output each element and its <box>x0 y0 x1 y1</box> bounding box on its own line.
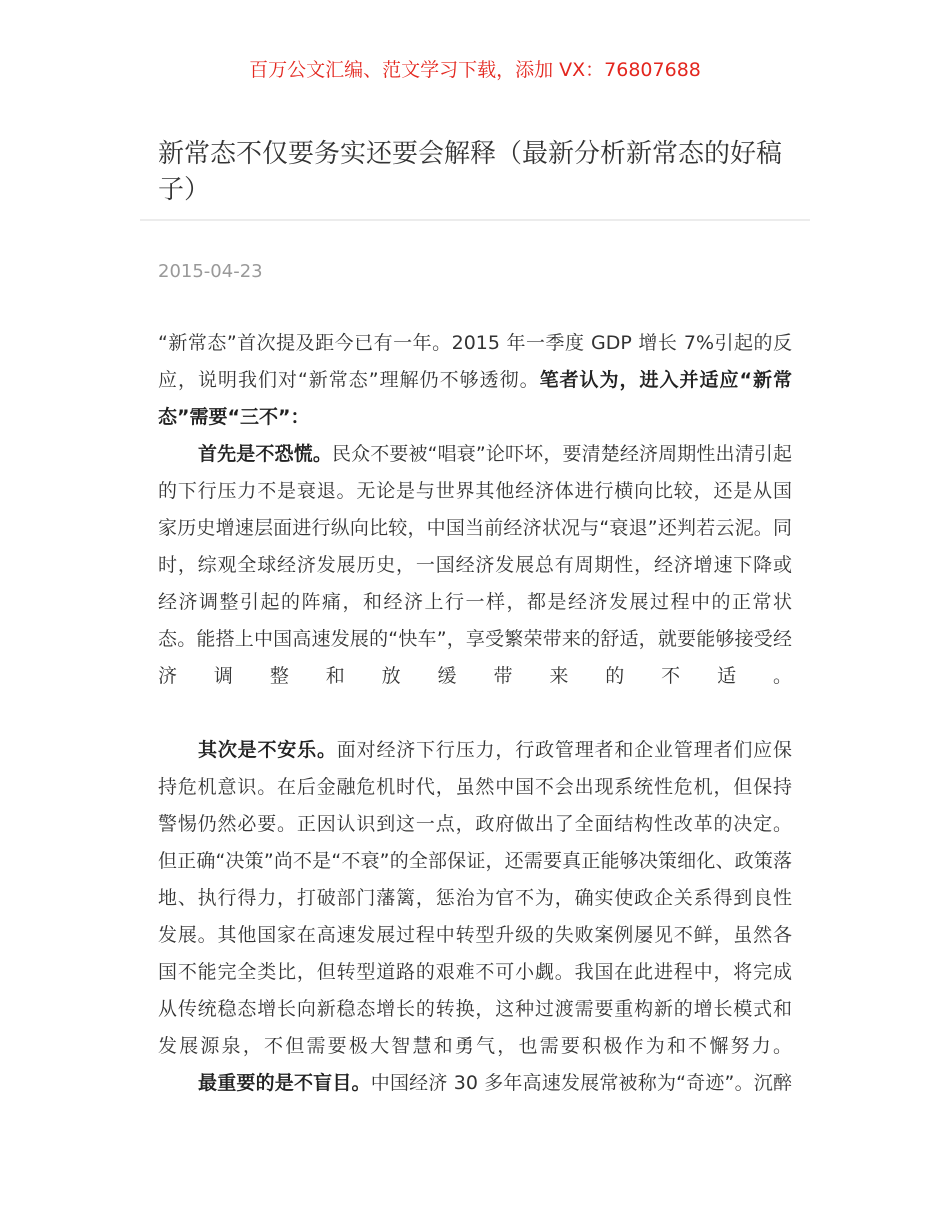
text-line <box>158 436 792 473</box>
bold-text: 最重要的是不盲目。 <box>198 1072 371 1094</box>
body-text: 从传统稳态增长向新稳态增长的转换，这种过渡需要重构新的增长模式和 <box>158 998 792 1020</box>
article-title: 新常态不仅要务实还要会解释（最新分析新常态的好稿子） <box>158 139 783 205</box>
text-line <box>158 547 792 584</box>
body-text: 民众不要被“唱衰”论吓坏，要清楚经济周期性出清引起 <box>331 443 792 465</box>
bold-text: 态”需要“三不”： <box>158 406 310 428</box>
body-text: 济 调 整 和 放 缓 带 来 的 不 适 。 <box>158 665 792 687</box>
blank-line <box>158 695 792 732</box>
text-line <box>158 399 792 436</box>
bold-text: 首先是不恐慌。 <box>198 443 332 465</box>
body-text: 警惕仍然必要。正因认识到这一点，政府做出了全面结构性改革的决定。 <box>158 813 792 835</box>
text-line <box>158 991 792 1028</box>
text-line <box>158 1028 792 1065</box>
text-line <box>158 1065 792 1102</box>
publish-date: 2015-04-23 <box>158 261 263 282</box>
body-text: 面对经济下行压力，行政管理者和企业管理者们应保 <box>336 739 792 761</box>
text-line <box>158 917 792 954</box>
text-line <box>158 843 792 880</box>
title-divider <box>140 219 810 221</box>
body-text: 地、执行得力，打破部门藩篱，惩治为官不为，确实使政企关系得到良性 <box>158 887 792 909</box>
text-line <box>158 954 792 991</box>
text-line <box>158 584 792 621</box>
text-line <box>158 806 792 843</box>
text-line <box>158 732 792 769</box>
body-text: 中国经济 30 多年高速发展常被称为“奇迹”。沉醉 <box>370 1072 792 1094</box>
text-line <box>158 769 792 806</box>
body-text: 但正确“决策”尚不是“不衰”的全部保证，还需要真正能够决策细化、政策落 <box>158 850 792 872</box>
text-line <box>158 880 792 917</box>
body-text: 态。能搭上中国高速发展的“快车”，享受繁荣带来的舒适，就要能够接受经 <box>158 628 792 650</box>
body-text: 的下行压力不是衰退。无论是与世界其他经济体进行横向比较，还是从国 <box>158 480 792 502</box>
promo-banner: 百万公文汇编、范文学习下载，添加 VX：76807688 <box>249 59 701 81</box>
text-line <box>158 473 792 510</box>
text-line <box>158 325 792 362</box>
article-body <box>158 325 792 1102</box>
bold-text: 其次是不安乐。 <box>198 739 337 761</box>
text-line <box>158 510 792 547</box>
body-text: 发展源泉，不但需要极大智慧和勇气，也需要积极作为和不懈努力。 <box>158 1035 792 1057</box>
body-text: 家历史增速层面进行纵向比较，中国当前经济状况与“衰退”还判若云泥。同 <box>158 517 792 539</box>
text-line <box>158 362 792 399</box>
body-text: 经济调整引起的阵痛，和经济上行一样，都是经济发展过程中的正常状 <box>158 591 792 613</box>
body-text: 国不能完全类比，但转型道路的艰难不可小觑。我国在此进程中，将完成 <box>158 961 792 983</box>
body-text: 发展。其他国家在高速发展过程中转型升级的失败案例屡见不鲜，虽然各 <box>158 924 792 946</box>
body-text: “新常态”首次提及距今已有一年。2015 年一季度 GDP 增长 7%引起的反 <box>158 332 792 354</box>
bold-text: 笔者认为，进入并适应“新常 <box>539 369 792 391</box>
body-text: 时，综观全球经济发展历史，一国经济发展总有周期性，经济增速下降或 <box>158 554 792 576</box>
body-text: 持危机意识。在后金融危机时代，虽然中国不会出现系统性危机，但保持 <box>158 776 792 798</box>
text-line <box>158 621 792 658</box>
body-text: 应，说明我们对“新常态”理解仍不够透彻。 <box>158 369 540 391</box>
text-line <box>158 658 792 695</box>
